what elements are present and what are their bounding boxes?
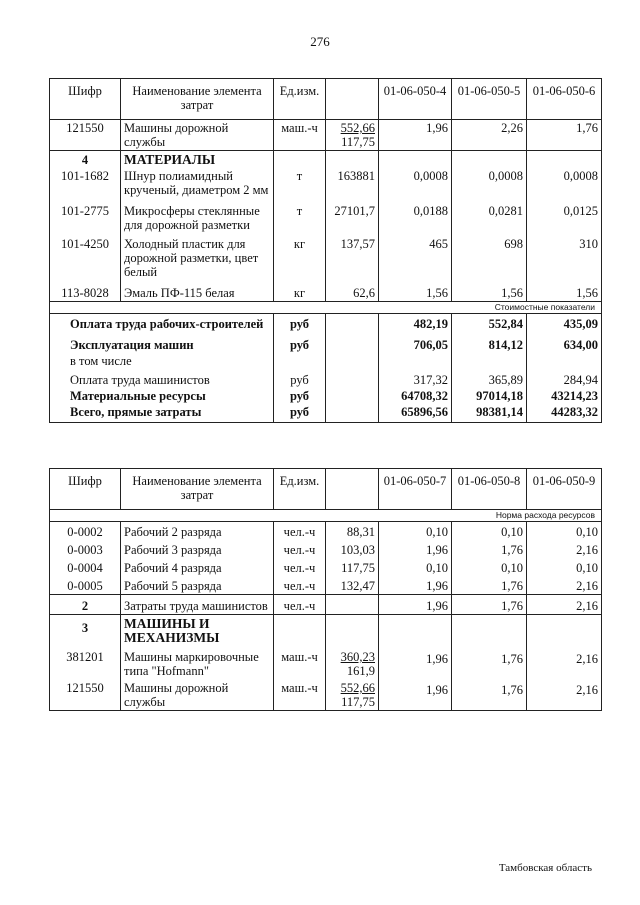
row-price: 27101,7 xyxy=(326,198,379,233)
row-value: 0,10 xyxy=(452,558,527,576)
row-name: Машины маркировочные типа "Hofmann" xyxy=(121,646,274,679)
row-value: 1,76 xyxy=(452,646,527,679)
row-price: 62,6 xyxy=(326,280,379,302)
cost-unit: руб xyxy=(274,332,326,353)
table-row xyxy=(50,198,602,233)
row-price xyxy=(326,120,379,151)
table-row xyxy=(50,120,602,151)
row-value: 465 xyxy=(379,233,452,280)
row-code: 0-0003 xyxy=(50,540,121,558)
row-value: 0,0008 xyxy=(379,168,452,198)
row-value: 0,0125 xyxy=(527,198,602,233)
row-value: 2,16 xyxy=(527,679,602,711)
header-name: Наименование элемента затрат xyxy=(121,79,274,120)
header-col: 01-06-050-7 xyxy=(379,469,452,510)
cost-row xyxy=(50,353,602,369)
price-value: 552,66 xyxy=(340,121,375,135)
table-row xyxy=(50,233,602,280)
row-unit: чел.-ч xyxy=(274,595,326,615)
row-value: 1,76 xyxy=(452,576,527,595)
band-label: Стоимостные показатели xyxy=(50,302,602,314)
cost-value: 365,89 xyxy=(452,369,527,388)
row-price: 163881 xyxy=(326,168,379,198)
cost-unit: руб xyxy=(274,404,326,423)
section-row xyxy=(50,615,602,647)
table-header xyxy=(50,469,602,510)
section-band xyxy=(50,510,602,522)
row-value: 310 xyxy=(527,233,602,280)
row-name: Микросферы стеклянные для дорожной разметки xyxy=(121,198,274,233)
row-name: Холодный пластик для дорожной разметки, цвет белый xyxy=(121,233,274,280)
row-value: 1,96 xyxy=(379,679,452,711)
table-row xyxy=(50,540,602,558)
cost-value: 634,00 xyxy=(527,332,602,353)
table-row xyxy=(50,679,602,711)
cost-value: 43214,23 xyxy=(527,388,602,404)
cost-value: 435,09 xyxy=(527,314,602,333)
row-value: 1,96 xyxy=(379,120,452,151)
row-price xyxy=(326,595,379,615)
row-price xyxy=(326,679,379,711)
table-header xyxy=(50,79,602,120)
row-code: 0-0005 xyxy=(50,576,121,595)
cost-row xyxy=(50,388,602,404)
table-row xyxy=(50,595,602,615)
header-col: 01-06-050-6 xyxy=(527,79,602,120)
cost-unit: руб xyxy=(274,388,326,404)
row-value: 0,10 xyxy=(527,522,602,541)
cost-value: 97014,18 xyxy=(452,388,527,404)
row-value: 1,96 xyxy=(379,646,452,679)
row-value: 2,16 xyxy=(527,646,602,679)
section-title: МАТЕРИАЛЫ xyxy=(121,151,274,169)
header-col: 01-06-050-5 xyxy=(452,79,527,120)
row-code: 0-0004 xyxy=(50,558,121,576)
row-unit: чел.-ч xyxy=(274,558,326,576)
row-name: Шнур полиамидный крученый, диаметром 2 мм xyxy=(121,168,274,198)
row-value: 1,56 xyxy=(452,280,527,302)
row-unit: маш.-ч xyxy=(274,646,326,679)
row-code: 101-1682 xyxy=(50,168,121,198)
cost-value: 64708,32 xyxy=(379,388,452,404)
row-unit: кг xyxy=(274,280,326,302)
row-value: 698 xyxy=(452,233,527,280)
row-name: Машины дорожной службы xyxy=(121,120,274,151)
row-code: 113-8028 xyxy=(50,280,121,302)
section-title: МАШИНЫ И МЕХАНИЗМЫ xyxy=(121,615,274,647)
cost-unit: руб xyxy=(274,369,326,388)
row-price: 117,75 xyxy=(326,558,379,576)
cost-value: 482,19 xyxy=(379,314,452,333)
row-unit: чел.-ч xyxy=(274,522,326,541)
table-row xyxy=(50,558,602,576)
row-value: 0,10 xyxy=(379,558,452,576)
row-name: Машины дорожной службы xyxy=(121,679,274,711)
cost-value: 317,32 xyxy=(379,369,452,388)
row-code: 2 xyxy=(50,595,121,615)
row-unit: кг xyxy=(274,233,326,280)
cost-row xyxy=(50,404,602,423)
table-row xyxy=(50,168,602,198)
cost-name: Всего, прямые затраты xyxy=(50,404,274,423)
cost-name: в том числе xyxy=(50,353,274,369)
price-secondary: 117,75 xyxy=(341,135,375,149)
row-value: 1,96 xyxy=(379,576,452,595)
row-value: 1,56 xyxy=(527,280,602,302)
row-unit: т xyxy=(274,198,326,233)
table-row xyxy=(50,280,602,302)
row-price: 88,31 xyxy=(326,522,379,541)
row-price: 103,03 xyxy=(326,540,379,558)
row-unit: чел.-ч xyxy=(274,540,326,558)
row-value: 1,96 xyxy=(379,595,452,615)
row-value: 0,10 xyxy=(527,558,602,576)
region-footer: Тамбовская область xyxy=(498,862,592,874)
price-value: 360,23 xyxy=(340,650,375,664)
table-row xyxy=(50,522,602,541)
cost-value: 706,05 xyxy=(379,332,452,353)
cost-unit: руб xyxy=(274,314,326,333)
header-col: 01-06-050-9 xyxy=(527,469,602,510)
cost-value: 65896,56 xyxy=(379,404,452,423)
cost-unit xyxy=(274,353,326,369)
row-price xyxy=(326,646,379,679)
cost-value: 44283,32 xyxy=(527,404,602,423)
band-label: Норма расхода ресурсов xyxy=(50,510,602,522)
section-row xyxy=(50,151,602,169)
row-value: 0,0188 xyxy=(379,198,452,233)
row-name: Рабочий 3 разряда xyxy=(121,540,274,558)
row-value: 0,0008 xyxy=(452,168,527,198)
header-code: Шифр xyxy=(50,469,121,510)
row-code: 121550 xyxy=(50,679,121,711)
row-price: 132,47 xyxy=(326,576,379,595)
row-name: Рабочий 2 разряда xyxy=(121,522,274,541)
row-unit: маш.-ч xyxy=(274,120,326,151)
row-unit: маш.-ч xyxy=(274,679,326,711)
header-price xyxy=(326,469,379,510)
row-value: 1,76 xyxy=(452,540,527,558)
header-col: 01-06-050-4 xyxy=(379,79,452,120)
row-code: 101-2775 xyxy=(50,198,121,233)
row-unit: т xyxy=(274,168,326,198)
row-code: 0-0002 xyxy=(50,522,121,541)
row-value: 0,10 xyxy=(379,522,452,541)
row-price: 137,57 xyxy=(326,233,379,280)
cost-row xyxy=(50,369,602,388)
section-band xyxy=(50,302,602,314)
header-col: 01-06-050-8 xyxy=(452,469,527,510)
row-value: 2,16 xyxy=(527,576,602,595)
cost-name: Эксплуатация машин xyxy=(50,332,274,353)
cost-name: Оплата труда рабочих-строителей xyxy=(50,314,274,333)
row-value: 1,56 xyxy=(379,280,452,302)
table-row xyxy=(50,646,602,679)
header-name: Наименование элемента затрат xyxy=(121,469,274,510)
row-value: 2,26 xyxy=(452,120,527,151)
row-value: 1,76 xyxy=(452,679,527,711)
page-number: 276 xyxy=(310,34,330,49)
price-secondary: 117,75 xyxy=(341,695,375,709)
header-code: Шифр xyxy=(50,79,121,120)
header-unit: Ед.изм. xyxy=(274,469,326,510)
row-name: Рабочий 5 разряда xyxy=(121,576,274,595)
cost-value: 814,12 xyxy=(452,332,527,353)
row-value: 1,76 xyxy=(527,120,602,151)
row-name: Рабочий 4 разряда xyxy=(121,558,274,576)
resource-table-1 xyxy=(49,78,602,423)
table-row xyxy=(50,576,602,595)
row-name: Затраты труда машинистов xyxy=(121,595,274,615)
section-code: 3 xyxy=(50,615,121,647)
row-value: 0,0281 xyxy=(452,198,527,233)
row-value: 1,76 xyxy=(452,595,527,615)
row-value: 0,0008 xyxy=(527,168,602,198)
row-unit: чел.-ч xyxy=(274,576,326,595)
cost-value: 98381,14 xyxy=(452,404,527,423)
row-value: 1,96 xyxy=(379,540,452,558)
header-price xyxy=(326,79,379,120)
resource-table-2 xyxy=(49,468,602,711)
cost-name: Оплата труда машинистов xyxy=(50,369,274,388)
cost-row xyxy=(50,314,602,333)
row-value: 2,16 xyxy=(527,540,602,558)
price-value: 552,66 xyxy=(340,681,375,695)
cost-value: 284,94 xyxy=(527,369,602,388)
row-value: 2,16 xyxy=(527,595,602,615)
row-code: 381201 xyxy=(50,646,121,679)
price-secondary: 161,9 xyxy=(346,664,375,678)
cost-name: Материальные ресурсы xyxy=(50,388,274,404)
row-code: 121550 xyxy=(50,120,121,151)
header-unit: Ед.изм. xyxy=(274,79,326,120)
cost-value: 552,84 xyxy=(452,314,527,333)
row-name: Эмаль ПФ-115 белая xyxy=(121,280,274,302)
row-value: 0,10 xyxy=(452,522,527,541)
section-code: 4 xyxy=(50,151,121,169)
row-code: 101-4250 xyxy=(50,233,121,280)
cost-row xyxy=(50,332,602,353)
